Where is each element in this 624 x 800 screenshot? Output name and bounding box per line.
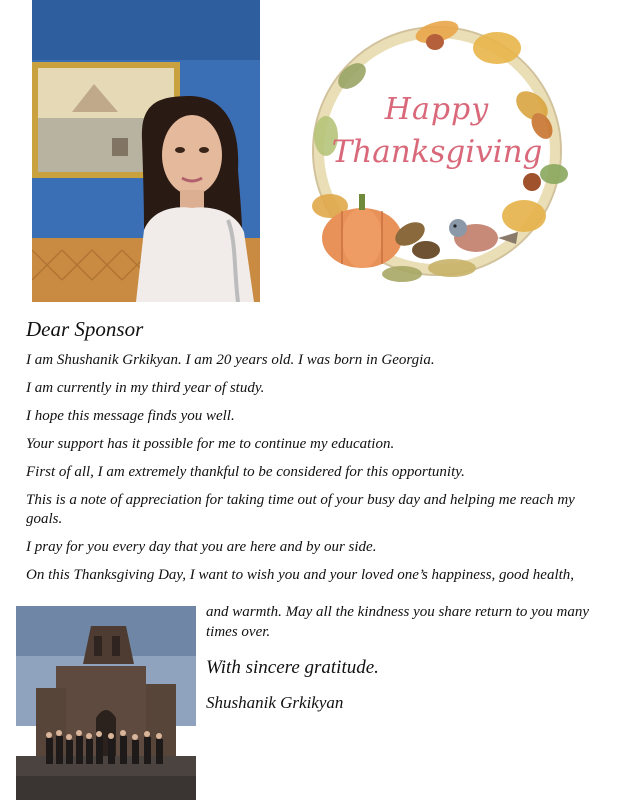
letter-paragraph: On this Thanksgiving Day, I want to wish you and your loved one’s happiness, good health, [26, 567, 575, 583]
letter-paragraph: I am currently in my third year of study. [26, 380, 265, 396]
wreath-happy-text: Happy [384, 92, 490, 127]
letter-paragraph: This is a note of appreciation for taking time out of your busy day and helping me reach my goals. [26, 492, 575, 527]
portrait-photo [32, 0, 260, 302]
letter-paragraph: First of all, I am extremely thankful to be considered for this opportunity. [26, 464, 465, 480]
wreath-thanksgiving-text: Thanksgiving [331, 134, 543, 170]
letter-body [26, 316, 610, 585]
church-group-photo [16, 606, 196, 800]
letter-closing: With sincere gratitude. [206, 657, 379, 678]
letter-paragraph: I am Shushanik Grkikyan. I am 20 years old. I was born in Georgia. [26, 352, 435, 368]
letter-paragraph-continuation: and warmth. May all the kindness you share return to you many times over. [206, 604, 590, 640]
letter-signature: Shushanik Grkikyan [206, 693, 344, 712]
letter-greeting: Dear Sponsor [26, 317, 144, 341]
letter-paragraph: I hope this message finds you well. [26, 408, 235, 424]
thanksgiving-wreath [292, 6, 582, 296]
letter-closing-block [206, 602, 606, 714]
letter-paragraph: I pray for you every day that you are here and by our side. [26, 539, 377, 555]
letter-paragraph: Your support has it possible for me to continue my education. [26, 436, 395, 452]
